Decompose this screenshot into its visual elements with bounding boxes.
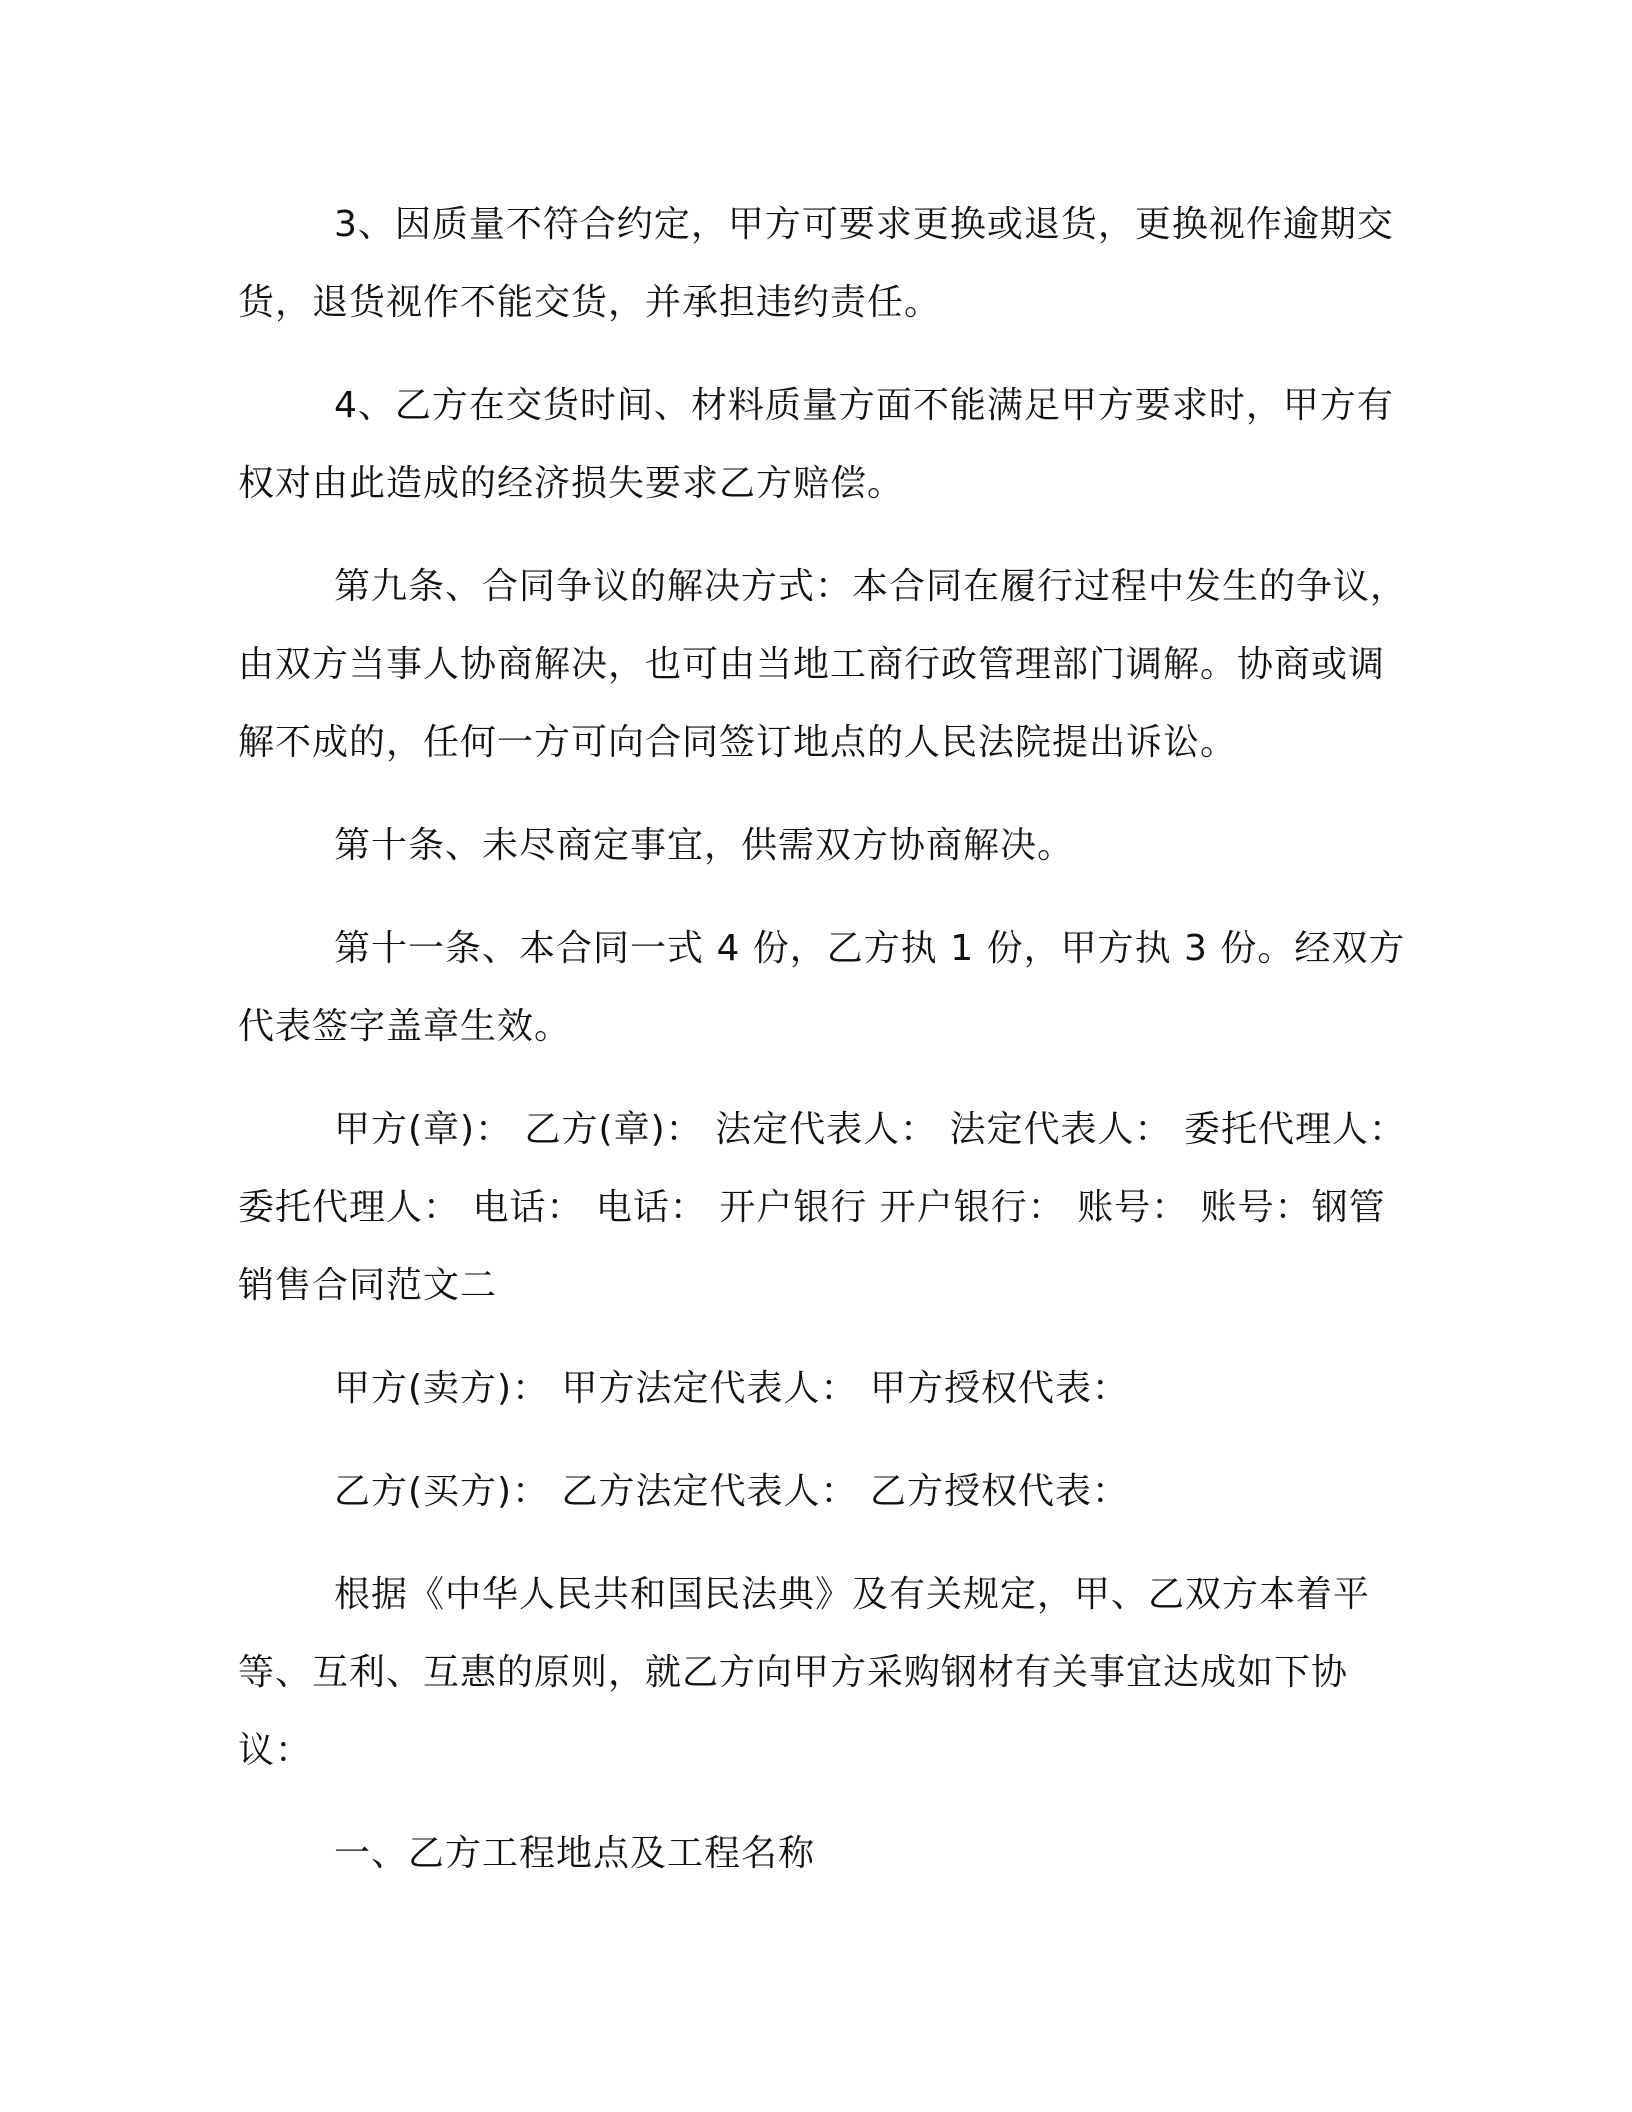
- paragraph-party-a: 甲方(卖方)： 甲方法定代表人： 甲方授权代表：: [334, 1368, 1129, 1409]
- document-body: [238, 186, 1408, 1893]
- paragraph-article-10: 第十条、未尽商定事宜，供需双方协商解决。: [334, 825, 1075, 866]
- paragraph-section-1-heading: 一、乙方工程地点及工程名称: [334, 1833, 816, 1874]
- paragraph-party-b: 乙方(买方)： 乙方法定代表人： 乙方授权代表：: [334, 1471, 1129, 1512]
- paragraph-article-11: 第十一条、本合同一式 4 份，乙方执 1 份，甲方执 3 份。经双方代表签字盖章生效。: [238, 928, 1406, 1047]
- paragraph-signature-block: 甲方(章)： 乙方(章)： 法定代表人： 法定代表人： 委托代理人： 委托代理人： 电话： 电话： 开户银行 开户银行： 账号： 账号：钢管销售合同范文二: [238, 1109, 1406, 1306]
- paragraph-clause-4: 4、乙方在交货时间、材料质量方面不能满足甲方要求时，甲方有权对由此造成的经济损失要求乙方赔偿。: [238, 385, 1394, 504]
- paragraph-preamble: 根据《中华人民共和国民法典》及有关规定，甲、乙双方本着平等、互利、互惠的原则，就乙方向甲方采购钢材有关事宜达成如下协议：: [238, 1574, 1371, 1771]
- paragraph-clause-3: 3、因质量不符合约定，甲方可要求更换或退货，更换视作逾期交货，退货视作不能交货，并承担违约责任。: [238, 204, 1394, 323]
- paragraph-article-9: 第九条、合同争议的解决方式：本合同在履行过程中发生的争议，由双方当事人协商解决，也可由当地工商行政管理部门调解。协商或调解不成的，任何一方可向合同签订地点的人民法院提出诉讼。: [238, 566, 1408, 763]
